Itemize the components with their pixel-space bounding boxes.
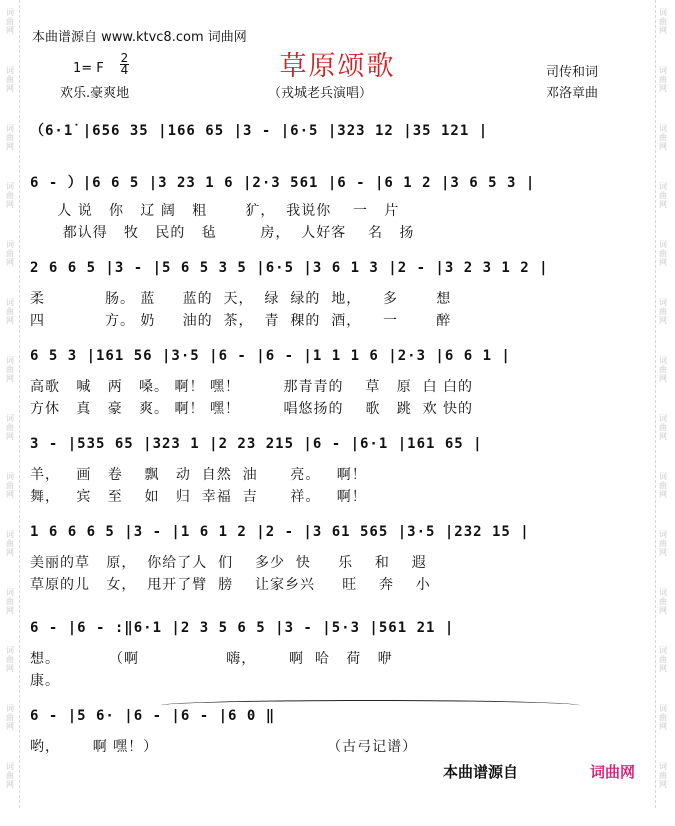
watermark-text: 词曲网	[6, 124, 14, 151]
lyric-verse-1: 美丽的草 原， 你给了人 们 多少 快 乐 和 遐	[30, 555, 427, 571]
watermark-text: 词曲网	[6, 298, 14, 325]
watermark-text: 词曲网	[6, 66, 14, 93]
lyric-verse-1: 羊， 画 卷 飘 动 自然 油 亮。 啊！	[30, 467, 367, 483]
watermark-text: 词曲网	[659, 182, 667, 209]
watermark-text: 词曲网	[659, 472, 667, 499]
long-slur	[160, 700, 580, 711]
key-signature: 1= F	[73, 61, 104, 76]
watermark-text: 词曲网	[659, 298, 667, 325]
watermark-text: 词曲网	[6, 588, 14, 615]
watermark-text: 词曲网	[659, 66, 667, 93]
footer-site-name: 词曲网	[590, 763, 636, 781]
performer: （戎城老兵演唱）	[268, 86, 373, 101]
notes: 2 6 6 5 |3 - |5 6 5 3 5 |6·5 |3 6 1 3 |2 - |3 2 3 1 2 |	[30, 260, 549, 276]
watermark-text: 词曲网	[659, 8, 667, 35]
watermark-text: 词曲网	[659, 588, 667, 615]
lyric-verse-2: 草原的儿 女， 甩开了臂 膀 让家乡兴 旺 奔 小	[30, 577, 431, 593]
lyric-verse-1: 想。 （啊 嗨， 啊 哈 荷 咿	[30, 651, 393, 667]
watermark-text: 词曲网	[6, 762, 14, 789]
lyric-verse-2: 方休 真 豪 爽。 啊！ 嘿！ 唱悠扬的 歌 跳 欢 快的	[30, 401, 474, 417]
time-signature-bottom: 4	[120, 63, 129, 77]
watermark-text: 词曲网	[6, 356, 14, 383]
watermark-text: 词曲网	[659, 762, 667, 789]
notes: 6 - ）|6 6 5 |3 23 1 6 |2·3 561 |6 - |6 1 2 |3 6 5 3 |	[30, 175, 536, 191]
watermark-text: 词曲网	[6, 704, 14, 731]
watermark-text: 词曲网	[659, 414, 667, 441]
notes: 3 - |535 65 |323 1 |2 23 215 |6 - |6·1 |161 65 |	[30, 436, 483, 452]
watermark-text: 词曲网	[659, 240, 667, 267]
notes: （6·1̇ |656 35 |166 65 |3 - |6·5 |323 12 |35 121 |	[30, 123, 489, 139]
lyricist: 司传和词	[546, 65, 599, 80]
lyric-verse-1: 人 说 你 辽 阔 粗 犷， 我说你 一 片	[30, 203, 400, 219]
watermark-text: 词曲网	[659, 356, 667, 383]
watermark-text: 词曲网	[659, 124, 667, 151]
watermark-text: 词曲网	[6, 646, 14, 673]
lyric-verse-2: 四 方。 奶 油的 茶， 青 稞的 酒， 一 醉	[30, 313, 452, 329]
watermark-text: 词曲网	[6, 414, 14, 441]
time-signature	[120, 53, 129, 76]
lyric-verse-2: 都认得 牧 民的 毡 房， 人好客 名 扬	[30, 225, 415, 241]
source-line: 本曲谱源自 www.ktvc8.com 词曲网	[32, 30, 247, 45]
watermark-column-right	[655, 0, 672, 808]
watermark-text: 词曲网	[6, 472, 14, 499]
time-signature-top: 2	[120, 51, 129, 65]
watermark-text: 词曲网	[6, 8, 14, 35]
song-title: 草原颂歌	[279, 51, 396, 82]
watermark-text: 词曲网	[6, 182, 14, 209]
watermark-text: 词曲网	[6, 530, 14, 557]
notes: 6 - |5 6· |6 - |6 - |6 0 ‖	[30, 708, 276, 724]
score-row-8	[30, 708, 642, 826]
footer-source: 本曲谱源自	[443, 763, 519, 781]
composer: 邓洛章曲	[546, 86, 599, 101]
watermark-text: 词曲网	[659, 646, 667, 673]
lyric-verse-1: 哟， 啊 嘿！） （古弓记谱）	[30, 739, 418, 755]
watermark-column-left	[3, 0, 20, 808]
watermark-text: 词曲网	[659, 704, 667, 731]
watermark-text: 词曲网	[659, 530, 667, 557]
lyric-verse-1: 高歌 喊 两 嗓。 啊！ 嘿！ 那青青的 草 原 白 白的	[30, 379, 474, 395]
notes: 6 - |6 - :‖6·1 |2 3 5 6 5 |3 - |5·3 |561 21 |	[30, 620, 455, 636]
lyric-verse-1: 柔 肠。 蓝 蓝的 天， 绿 绿的 地， 多 想	[30, 291, 452, 307]
notes: 1 6 6 6 5 |3 - |1 6 1 2 |2 - |3 61 565 |3·5 |232 15 |	[30, 524, 530, 540]
watermark-text: 词曲网	[6, 240, 14, 267]
lyric-verse-2: 舞， 宾 至 如 归 幸福 吉 祥。 啊！	[30, 489, 367, 505]
lyric-extra: 康。	[30, 673, 60, 689]
tempo-mood: 欢乐.豪爽地	[60, 86, 130, 101]
notes: 6 5 3 |161 56 |3·5 |6 - |6 - |1 1 1 6 |2·3 |6 6 1 |	[30, 348, 511, 364]
